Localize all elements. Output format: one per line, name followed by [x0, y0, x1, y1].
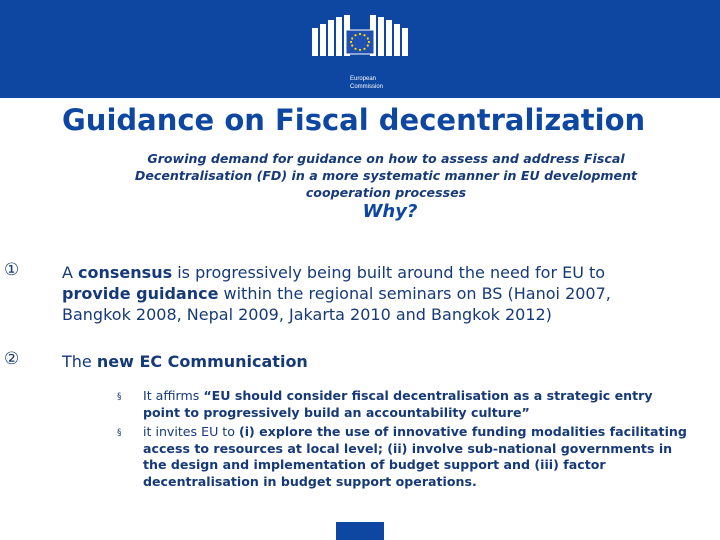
svg-text:Commission: Commission	[350, 84, 384, 90]
point-1-text-c: within the regional seminars on BS (Hanoi 2007, Bangkok 2008, Nepal 2009, Jakarta 2010 and Bangkok 2012)	[62, 284, 611, 324]
point-1-text-a: A	[62, 263, 79, 282]
point-2-text-a: The	[62, 352, 97, 371]
footer-flag-tab	[336, 522, 384, 540]
point-1-text-b: is progressively being built around the need for EU to	[172, 263, 606, 282]
subpoint-1-bullet: §	[117, 392, 122, 402]
subpoint-2-text: it invites EU to	[143, 424, 239, 439]
page-title: Guidance on Fiscal decentralization	[62, 103, 646, 137]
point-1-bold-b: provide guidance	[62, 284, 219, 303]
european-commission-logo	[310, 14, 410, 96]
subpoint-2-bullet: §	[117, 428, 122, 438]
subpoint-1	[143, 388, 688, 421]
subpoint-2	[143, 424, 688, 490]
point-1-marker: ①	[4, 260, 20, 280]
point-2-bold-a: new EC Communication	[96, 352, 308, 371]
point-2-marker: ②	[4, 349, 20, 369]
subpoint-1-quote: “EU should consider fiscal decentralisation as a strategic entry point to progressively build an accountability culture”	[143, 388, 653, 420]
subtitle	[96, 150, 676, 201]
point-1	[62, 262, 662, 325]
subtitle-line-3: cooperation processes	[305, 185, 467, 200]
subpoint-1-text: It affirms	[143, 388, 204, 403]
point-2	[62, 351, 662, 372]
why-heading: Why?	[362, 201, 418, 222]
subtitle-line-1: Growing demand for guidance on how to assess and address Fiscal	[147, 151, 625, 166]
subtitle-line-2: Decentralisation (FD) in a more systematic manner in EU development	[134, 168, 638, 183]
point-1-bold-a: consensus	[78, 263, 173, 282]
svg-text:European: European	[350, 76, 377, 82]
subpoint-2-bold: (i) explore the use of innovative funding modalities facilitating access to resources at local level; (ii) involve sub-national governments in the design and implementation of budget support and (iii) factor decentralisation in budget support operations.	[143, 424, 687, 489]
